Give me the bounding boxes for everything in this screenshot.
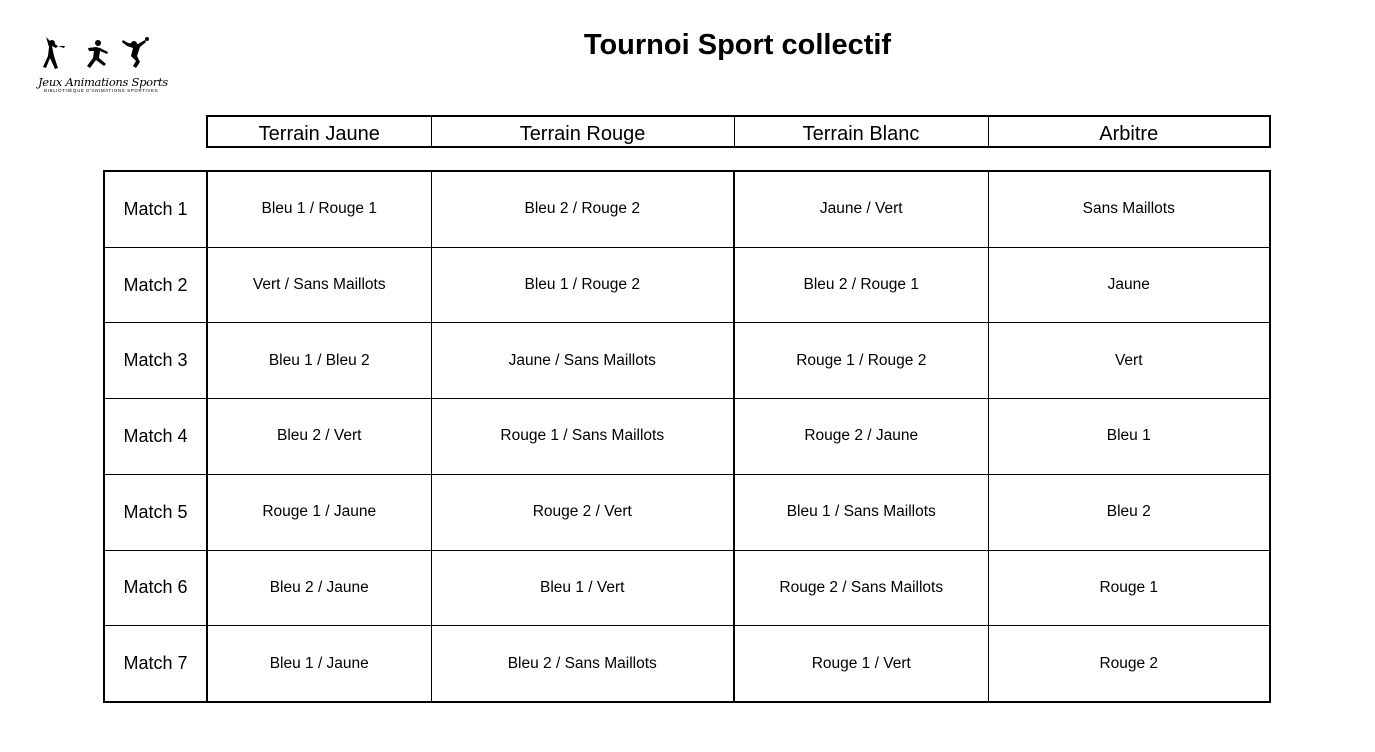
match-row (104, 626, 1270, 702)
header-terrain-jaune: Terrain Jaune (207, 116, 431, 147)
cell-arbitre: Bleu 1 (988, 399, 1270, 475)
match-row (104, 171, 1270, 247)
match-schedule-table (103, 170, 1271, 703)
match-row (104, 399, 1270, 475)
cell-terrain-blanc: Rouge 1 / Vert (734, 626, 988, 702)
match-label: Match 3 (104, 323, 207, 399)
match-label: Match 6 (104, 550, 207, 626)
header-arbitre: Arbitre (988, 116, 1270, 147)
header-row (207, 116, 1270, 147)
match-row (104, 323, 1270, 399)
cell-terrain-jaune: Bleu 1 / Rouge 1 (207, 171, 431, 247)
cell-arbitre: Rouge 1 (988, 550, 1270, 626)
cell-terrain-jaune: Bleu 1 / Jaune (207, 626, 431, 702)
match-label: Match 1 (104, 171, 207, 247)
cell-terrain-blanc: Rouge 2 / Jaune (734, 399, 988, 475)
cell-terrain-rouge: Bleu 1 / Rouge 2 (431, 247, 734, 323)
logo-wordmark: Jeux Animations Sports (38, 75, 168, 89)
cell-terrain-jaune: Bleu 2 / Jaune (207, 550, 431, 626)
match-label: Match 2 (104, 247, 207, 323)
cell-terrain-blanc: Bleu 1 / Sans Maillots (734, 474, 988, 550)
logo-tagline: BIBLIOTHÈQUE D'ANIMATIONS SPORTIVES (44, 88, 159, 93)
header-terrain-rouge: Terrain Rouge (431, 116, 734, 147)
cell-terrain-rouge: Bleu 1 / Vert (431, 550, 734, 626)
match-label: Match 5 (104, 474, 207, 550)
match-row (104, 247, 1270, 323)
match-row (104, 550, 1270, 626)
cell-arbitre: Rouge 2 (988, 626, 1270, 702)
cell-terrain-blanc: Jaune / Vert (734, 171, 988, 247)
page-title: Tournoi Sport collectif (583, 29, 892, 61)
cell-arbitre: Sans Maillots (988, 171, 1270, 247)
cell-terrain-jaune: Bleu 1 / Bleu 2 (207, 323, 431, 399)
cell-terrain-rouge: Bleu 2 / Sans Maillots (431, 626, 734, 702)
match-label: Match 7 (104, 626, 207, 702)
cell-terrain-jaune: Rouge 1 / Jaune (207, 474, 431, 550)
cell-arbitre: Vert (988, 323, 1270, 399)
cell-terrain-blanc: Rouge 2 / Sans Maillots (734, 550, 988, 626)
cell-terrain-rouge: Rouge 1 / Sans Maillots (431, 399, 734, 475)
cell-terrain-jaune: Vert / Sans Maillots (207, 247, 431, 323)
cell-terrain-blanc: Bleu 2 / Rouge 1 (734, 247, 988, 323)
match-label: Match 4 (104, 399, 207, 475)
cell-terrain-rouge: Jaune / Sans Maillots (431, 323, 734, 399)
cell-terrain-jaune: Bleu 2 / Vert (207, 399, 431, 475)
cell-arbitre: Bleu 2 (988, 474, 1270, 550)
cell-terrain-rouge: Rouge 2 / Vert (431, 474, 734, 550)
field-header-table (206, 115, 1271, 148)
cell-terrain-blanc: Rouge 1 / Rouge 2 (734, 323, 988, 399)
cell-arbitre: Jaune (988, 247, 1270, 323)
cell-terrain-rouge: Bleu 2 / Rouge 2 (431, 171, 734, 247)
match-row (104, 474, 1270, 550)
header-terrain-blanc: Terrain Blanc (734, 116, 988, 147)
